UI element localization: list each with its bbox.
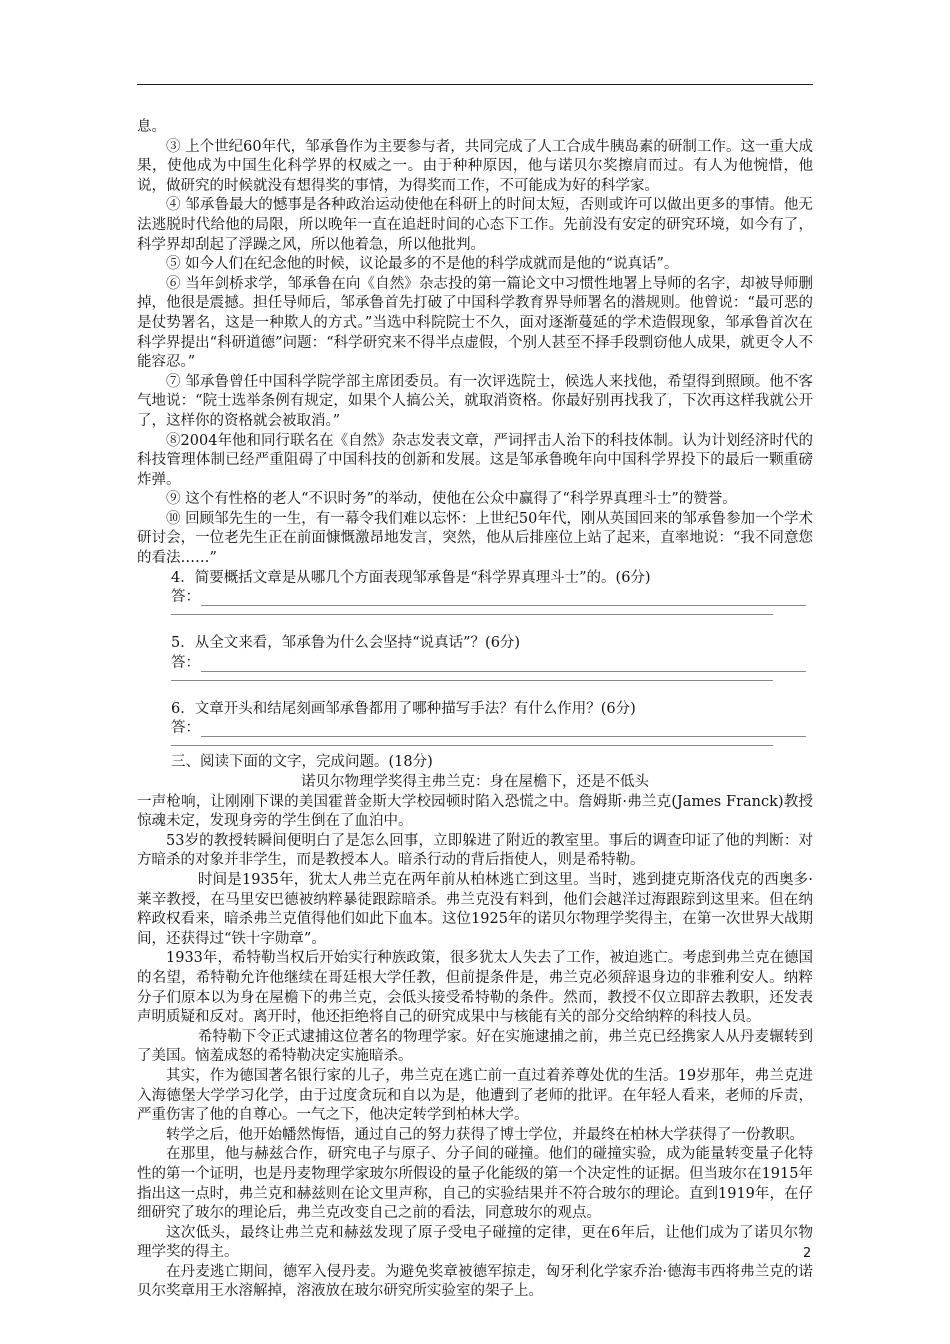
answer-field-6[interactable] (171, 719, 813, 739)
article-paragraph-8: 在那里，他与赫兹合作，研究电子与原子、分子间的碰撞。他们的碰撞实验，成为能量转变量子化特性的第一个证明，也是丹麦物理学家玻尔所假设的量子化能级的第一个决定性的证据。但当玻尔在1915年指出这一点时，弗兰克和赫兹则在论文里声称，自己的实验结果并不符合玻尔的理论。直到1919年，在仔细研究了玻尔的理论后，弗兰克改变自己之前的看法，同意玻尔的观点。 (137, 1146, 813, 1222)
paragraph-4: ④ 邹承鲁最大的憾事是各种政治运动使他在科研上的时间太短，否则或许可以做出更多的事情。他无法逃脱时代给他的局限，所以晚年一直在追赶时间的心态下工作。先前没有安定的研究环境，如今有了，科学界却刮起了浮躁之风，所以他着急，所以他批判。 (137, 197, 813, 253)
article-paragraph-7: 转学之后，他开始幡然悔悟，通过自己的努力获得了博士学位，并最终在柏林大学获得了一份教职。 (166, 1126, 804, 1143)
paragraph-9: ⑨ 这个有性格的老人“不识时务”的举动，使他在公众中赢得了“科学界真理斗士”的赞誉。 (166, 491, 737, 508)
paragraph-8: ⑧2004年他和同行联名在《自然》杂志发表文章，严词抨击人治下的科技体制。认为计划经济时代的科技管理体制已经严重阻碍了中国科技的创新和发展。这是邹承鲁晚年向中国科学界投下的最后一颗重磅炸弹。 (137, 432, 813, 488)
question-6: 6．文章开头和结尾刻画邹承鲁都用了哪种描写手法？有什么作用？(6分) (171, 700, 636, 717)
header-rule (137, 84, 813, 85)
paragraph-10: ⑩ 回顾邹先生的一生，有一幕令我们难以忘怀：上世纪50年代，刚从英国回来的邹承鲁参加一个学术研讨会，一位老先生正在前面慷慨激昂地发言，突然，他从后排座位上站了起来，直率地说：“我不同意您的看法……” (137, 510, 813, 567)
answer-line (201, 671, 806, 672)
paragraph-6: ⑥ 当年剑桥求学，邹承鲁在向《自然》杂志投的第一篇论文中习惯性地署上导师的名字，却被导师删掉，他很是震撼。担任导师后，邹承鲁首先打破了中国科学教育界导师署名的潜规则。他曾说：“最可恶的是仗势署名，这是一种欺人的方式。”当选中科院院士不久，面对逐渐蔓延的学术造假现象，邹承鲁首次在科学界提出“科研道德”问题：“科学研究来不得半点虚假，个别人甚至不择手段剽窃他人成果，就更令人不能容忍。” (137, 275, 813, 371)
paragraph-continuation: 息。 (137, 119, 166, 135)
answer-label: 答： (171, 589, 200, 606)
answer-label: 答： (171, 654, 200, 671)
document-body (137, 118, 813, 1302)
answer-line-extra[interactable] (171, 739, 813, 751)
paragraph-5: ⑤ 如今人们在纪念他的时候，议论最多的不是他的科学成就而是他的“说真话”。 (166, 256, 679, 273)
article-paragraph-9: 这次低头，最终让弗兰克和赫兹发现了原子受电子碰撞的定律，更在6年后，让他们成为了诺贝尔物理学奖的得主。 (137, 1224, 813, 1261)
article-paragraph-6: 其实，作为德国著名银行家的儿子，弗兰克在逃亡前一直过着养尊处优的生活。19岁那年，弗兰克进入海德堡大学学习化学，由于过度贪玩和自以为是，他遭到了老师的批评。在年轻人看来，老师的斥责，严重伤害了他的自尊心。一气之下，他决定转学到柏林大学。 (137, 1067, 813, 1124)
question-4: 4．简要概括文章是从哪几个方面表现邹承鲁是“科学界真理斗士”的。(6分) (171, 569, 651, 586)
answer-field-5[interactable] (171, 654, 813, 674)
answer-line-extra[interactable] (171, 608, 813, 620)
paragraph-7: ⑦ 邹承鲁曾任中国科学院学部主席团委员。有一次评选院士，候选人来找他，希望得到照顾。他不客气地说：“院士选举条例有规定，如果个人搞公关，就取消资格。你最好别再找我了，下次再这样我就公开了，这样你的资格就会被取消。” (137, 373, 813, 429)
article-paragraph-10: 在丹麦逃亡期间，德军入侵丹麦。为避免奖章被德军掠走，匈牙利化学家乔治·德海韦西将弗兰克的诺贝尔奖章用王水溶解掉，溶液放在玻尔研究所实验室的架子上。 (137, 1263, 813, 1300)
answer-field-4[interactable] (171, 588, 813, 608)
section-heading: 三、阅读下面的文字，完成问题。(18分) (171, 754, 433, 771)
answer-label: 答： (171, 720, 200, 737)
page-number: 2 (803, 1246, 812, 1261)
article-paragraph-3: 时间是1935年，犹太人弗兰克在两年前从柏林逃亡到这里。当时，逃到捷克斯洛伐克的西奥多·莱辛教授，在马里安巴德被纳粹暴徒跟踪暗杀。弗兰克没有料到，他们会越洋过海跟踪到这里来。但在纳粹政权看来，暗杀弗兰克值得他们如此下血本。这位1925年的诺贝尔物理学奖得主，在第一次世界大战期间，还获得过“铁十字勋章”。 (137, 872, 813, 947)
article-title: 诺贝尔物理学奖得主弗兰克：身在屋檐下，还是不低头 (301, 774, 649, 791)
article-paragraph-5: 希特勒下令正式逮捕这位著名的物理学家。好在实施逮捕之前，弗兰克已经携家人从丹麦辗转到了美国。恼羞成怒的希特勒决定实施暗杀。 (137, 1028, 813, 1065)
answer-line (201, 736, 806, 737)
paragraph-3: ③ 上个世纪60年代，邹承鲁作为主要参与者，共同完成了人工合成牛胰岛素的研制工作。这一重大成果，使他成为中国生化科学界的权威之一。由于种种原因，他与诺贝尔奖擦肩而过。有人为他惋惜，他说，做研究的时候就没有想得奖的事情，为得奖而工作，不可能成为好的科学家。 (137, 138, 813, 194)
answer-line (201, 605, 806, 606)
article-paragraph-4: 1933年，希特勒当权后开始实行种族政策，很多犹太人失去了工作，被迫逃亡。考虑到弗兰克在德国的名望，希特勒允许他继续在哥廷根大学任教，但前提条件是，弗兰克必须辞退身边的非雅利安人。纳粹分子们原本以为身在屋檐下的弗兰克，会低头接受希特勒的条件。然而，教授不仅立即辞去教职，还发表声明质疑和反对。离开时，他还拒绝将自己的研究成果中与核能有关的部分交给纳粹的科技人员。 (137, 950, 813, 1026)
article-paragraph-1: 一声枪响，让刚刚下课的美国霍普金斯大学校园顿时陷入恐慌之中。詹姆斯·弗兰克(James Franck)教授惊魂未定，发现身旁的学生倒在了血泊中。 (137, 793, 813, 830)
answer-line-extra[interactable] (171, 674, 813, 686)
article-paragraph-2: 53岁的教授转瞬间便明白了是怎么回事，立即躲进了附近的教室里。事后的调查印证了他的判断：对方暗杀的对象并非学生，而是教授本人。暗杀行动的背后指使人，则是希特勒。 (137, 832, 813, 869)
question-5: 5．从全文来看，邹承鲁为什么会坚持“说真话”？(6分) (171, 635, 521, 652)
